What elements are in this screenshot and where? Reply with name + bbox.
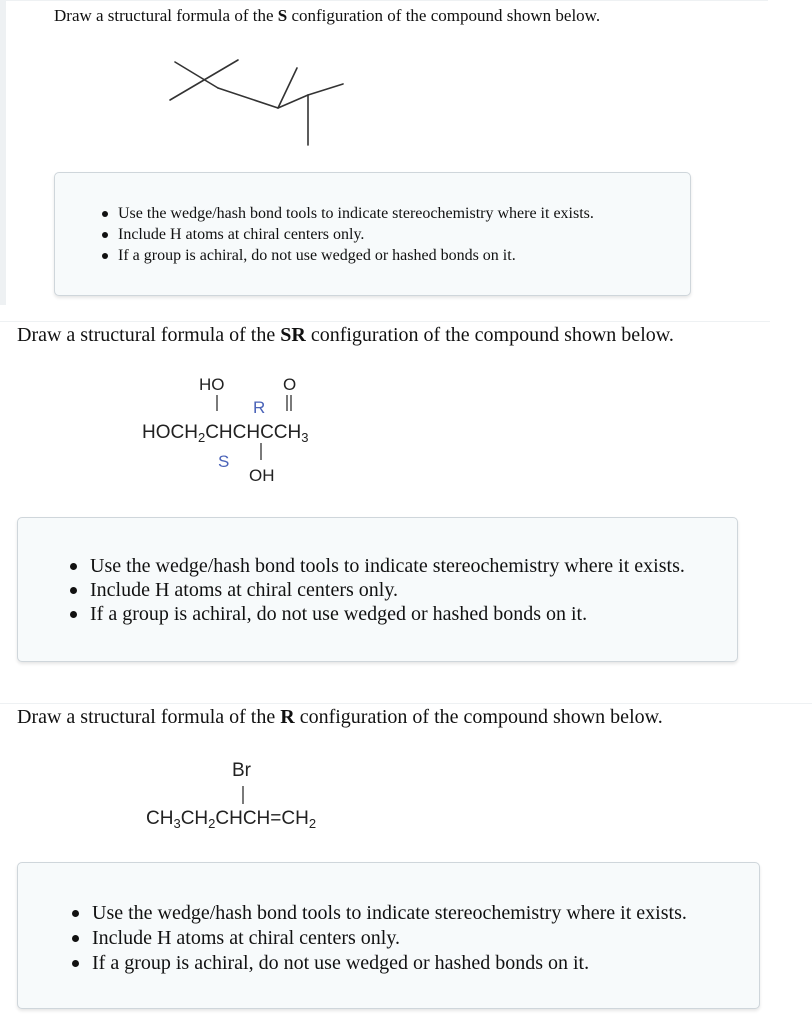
instruction-item: Include H atoms at chiral centers only. — [90, 578, 737, 602]
question-1-configuration: S — [277, 6, 288, 25]
question-2-condensed-structure — [135, 368, 365, 493]
question-1-instructions — [54, 172, 691, 296]
question-2-instructions — [17, 517, 738, 662]
molecule-chain: $HOCH_2CHCHCCH_3$ — [142, 422, 309, 445]
instruction-item: Use the wedge/hash bond tools to indicate stereochemistry where it exists. — [90, 554, 737, 578]
molecule-o-top: O — [283, 375, 297, 394]
instruction-item: Use the wedge/hash bond tools to indicate stereochemistry where it exists. — [92, 901, 759, 926]
instruction-item: Include H atoms at chiral centers only. — [92, 926, 759, 951]
question-2-prompt: Draw a structural formula of the SR configuration of the compound shown below. — [17, 324, 674, 346]
instruction-item: If a group is achiral, do not use wedged or hashed bonds on it. — [90, 602, 737, 626]
question-3-instructions — [17, 862, 760, 1009]
instruction-item: Include H atoms at chiral centers only. — [118, 224, 690, 245]
question-3-configuration: R — [280, 706, 295, 728]
instruction-item: If a group is achiral, do not use wedged or hashed bonds on it. — [118, 245, 690, 266]
question-3-condensed-structure — [140, 752, 380, 837]
molecule-ho-top: HO — [199, 375, 225, 394]
molecule-br-top: Br — [232, 760, 251, 781]
label-s: S — [218, 452, 230, 471]
divider — [0, 321, 770, 322]
instruction-item: Use the wedge/hash bond tools to indicate stereochemistry where it exists. — [118, 203, 690, 224]
question-2-configuration: SR — [280, 324, 306, 346]
question-1-prompt: Draw a structural formula of the S configuration of the compound shown below. — [54, 6, 601, 25]
molecule-oh-bottom: OH — [249, 466, 275, 485]
label-r: R — [253, 398, 266, 417]
instruction-item: If a group is achiral, do not use wedged or hashed bonds on it. — [92, 951, 759, 976]
bond — [218, 88, 278, 108]
bond — [308, 84, 343, 95]
question-3-prompt: Draw a structural formula of the R configuration of the compound shown below. — [17, 706, 663, 728]
bond — [278, 68, 297, 108]
question-1-skeletal-structure — [160, 50, 360, 150]
divider — [0, 703, 812, 704]
molecule-chain: $CH_3CH_2CHCH=CH_2$ — [146, 808, 317, 831]
